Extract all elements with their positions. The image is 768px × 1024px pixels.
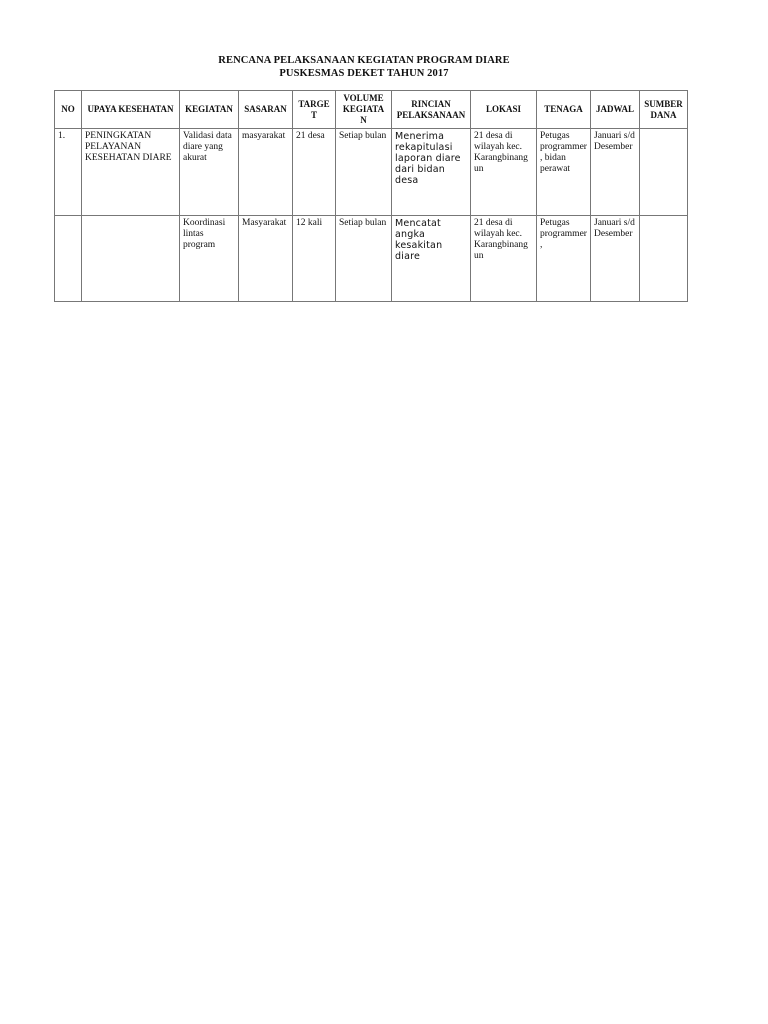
cell-sasaran: masyarakat [239,129,293,216]
header-sumber-dana: SUMBER DANA [640,91,688,129]
cell-no: 1. [55,129,82,216]
header-target: TARGE T [293,91,336,129]
header-jadwal: JADWAL [591,91,640,129]
cell-jadwal: Januari s/d Desember [591,216,640,302]
header-lokasi: LOKASI [471,91,537,129]
cell-no [55,216,82,302]
cell-tenaga: Petugas programmer , [537,216,591,302]
document-subtitle: PUSKESMAS DEKET TAHUN 2017 [279,68,449,79]
table-header-row [55,91,688,129]
cell-sasaran: Masyarakat [239,216,293,302]
cell-upaya-kesehatan [82,216,180,302]
cell-tenaga: Petugas programmer , bidan perawat [537,129,591,216]
cell-target: 12 kali [293,216,336,302]
document-title: RENCANA PELAKSANAAN KEGIATAN PROGRAM DIARE [218,55,510,66]
cell-sumber-dana [640,216,688,302]
header-rincian-pelaksanaan: RINCIAN PELAKSANAAN [392,91,471,129]
cell-target: 21 desa [293,129,336,216]
header-sasaran: SASARAN [239,91,293,129]
cell-kegiatan: Koordinasi lintas program [180,216,239,302]
cell-rincian-pelaksanaan: Menerima rekapitulasi laporan diare dari bidan desa [392,129,471,216]
cell-lokasi: 21 desa di wilayah kec. Karangbinang un [471,129,537,216]
activity-plan-table [54,90,688,302]
cell-kegiatan: Validasi data diare yang akurat [180,129,239,216]
cell-rincian-pelaksanaan: Mencatat angka kesakitan diare [392,216,471,302]
header-tenaga: TENAGA [537,91,591,129]
table-row [55,216,688,302]
cell-volume-kegiatan: Setiap bulan [336,216,392,302]
cell-jadwal: Januari s/d Desember [591,129,640,216]
cell-upaya-kesehatan: PENINGKATAN PELAYANAN KESEHATAN DIARE [82,129,180,216]
header-kegiatan: KEGIATAN [180,91,239,129]
cell-sumber-dana [640,129,688,216]
cell-volume-kegiatan: Setiap bulan [336,129,392,216]
header-no: NO [55,91,82,129]
table-row [55,129,688,216]
header-volume-kegiatan: VOLUME KEGIATA N [336,91,392,129]
header-upaya-kesehatan: UPAYA KESEHATAN [82,91,180,129]
cell-lokasi: 21 desa di wilayah kec. Karangbinang un [471,216,537,302]
